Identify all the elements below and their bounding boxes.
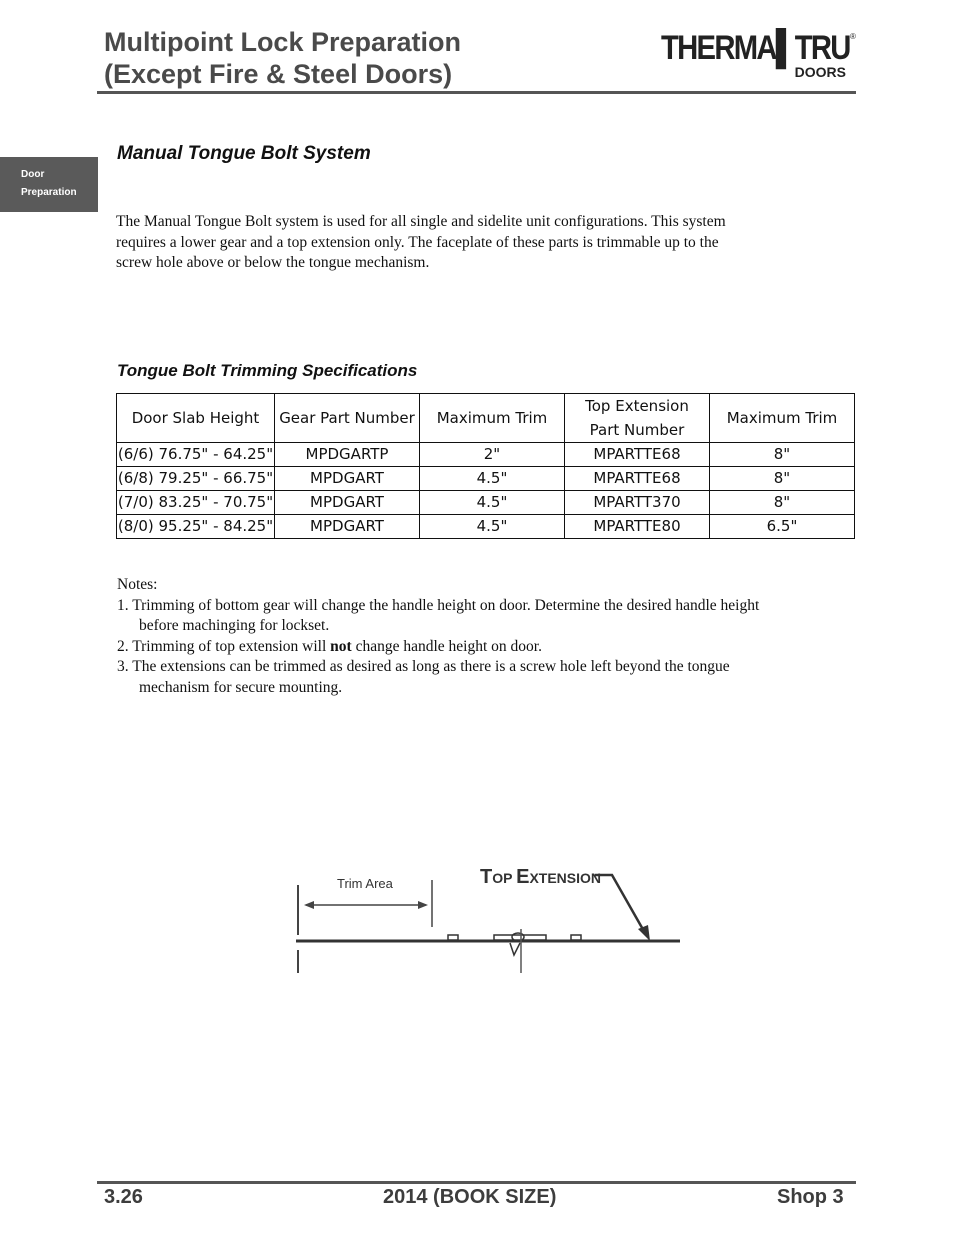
col-header-door-slab-height: Door Slab Height	[117, 394, 275, 443]
header-divider	[97, 91, 856, 94]
col-header-line: Part Number	[589, 421, 685, 439]
logo-wordmark: THERMA▌TRU	[661, 29, 850, 67]
section1-paragraph	[116, 212, 806, 274]
table-row	[117, 491, 855, 515]
col-header-line: Top Extension	[585, 397, 689, 415]
note-2-text-b: change handle height on door.	[351, 637, 542, 655]
footer-page-number: 3.26	[104, 1186, 143, 1208]
footer-edition: 2014 (BOOK SIZE)	[383, 1186, 557, 1208]
note-2	[117, 637, 837, 658]
tongue-mechanism	[494, 935, 546, 940]
table-cell: MPARTT370	[565, 491, 710, 515]
section-heading-manual-tongue-bolt: Manual Tongue Bolt System	[117, 143, 371, 164]
table-row	[117, 467, 855, 491]
paragraph-line: screw hole above or below the tongue mechanism.	[116, 254, 430, 271]
note-3-line2: mechanism for secure mounting.	[139, 678, 343, 696]
table-cell: MPARTTE80	[565, 515, 710, 539]
side-tab-line1: Door	[21, 169, 45, 180]
col-header-maximum-trim: Maximum Trim	[420, 394, 565, 443]
side-tab-door-preparation	[0, 157, 98, 212]
trimming-spec-table	[116, 393, 855, 539]
notes-block	[117, 575, 837, 698]
page-title	[104, 26, 461, 90]
side-tab-line2: Preparation	[21, 187, 77, 198]
table-cell: 8"	[710, 491, 855, 515]
screw-hole-marker	[571, 935, 581, 940]
logo-doors: DOORS	[794, 64, 846, 80]
table-cell: (7/0) 83.25" - 70.75"	[117, 491, 275, 515]
trim-area-arrowhead-right	[418, 901, 428, 909]
top-extension-label-part: OP	[492, 870, 517, 886]
col-header-gear-part-number: Gear Part Number	[275, 394, 420, 443]
page-title-line1: Multipoint Lock Preparation	[104, 27, 462, 57]
top-extension-leader	[595, 875, 645, 933]
table-cell: (6/8) 79.25" - 66.75"	[117, 467, 275, 491]
page-title-line2: (Except Fire & Steel Doors)	[104, 59, 453, 89]
top-extension-diagram	[290, 855, 690, 980]
table-cell: MPDGARTP	[275, 443, 420, 467]
table-cell: MPDGART	[275, 515, 420, 539]
table-cell: 2"	[420, 443, 565, 467]
top-extension-label	[480, 866, 601, 888]
table-cell: 4.5"	[420, 515, 565, 539]
paragraph-line: requires a lower gear and a top extension only. The faceplate of these parts is trimmable up to the	[116, 233, 719, 251]
top-extension-label-part: XTENSION	[529, 870, 602, 886]
footer-divider	[97, 1181, 856, 1184]
note-2-bold: not	[330, 637, 352, 655]
table-header-row	[117, 394, 855, 443]
note-1-line2: before machinging for lockset.	[139, 617, 330, 634]
table-cell: (8/0) 95.25" - 84.25"	[117, 515, 275, 539]
note-3-line1: 3. The extensions can be trimmed as desired as long as there is a screw hole left beyond the tongue	[117, 658, 730, 675]
table-cell: 8"	[710, 443, 855, 467]
table-cell: 4.5"	[420, 467, 565, 491]
notes-label: Notes:	[117, 576, 158, 593]
col-header-top-extension-part-number	[565, 394, 710, 443]
section-heading-trimming-specs: Tongue Bolt Trimming Specifications	[117, 361, 418, 380]
trim-area-label: Trim Area	[337, 876, 393, 891]
col-header-maximum-trim-ext: Maximum Trim	[710, 394, 855, 443]
therma-tru-logo	[661, 30, 857, 82]
table-cell: MPDGART	[275, 491, 420, 515]
top-extension-leader-arrowhead	[638, 925, 650, 941]
table-cell: 8"	[710, 467, 855, 491]
table-cell: MPDGART	[275, 467, 420, 491]
top-extension-label-E: E	[516, 866, 530, 888]
table-cell: 6.5"	[710, 515, 855, 539]
table-cell: MPARTTE68	[565, 443, 710, 467]
logo-registered-mark: ®	[850, 32, 856, 41]
screw-hole-marker	[448, 935, 458, 940]
top-extension-label-T: T	[480, 866, 493, 888]
table-row	[117, 443, 855, 467]
tongue-bolt	[510, 943, 520, 955]
trim-area-arrowhead-left	[304, 901, 314, 909]
note-2-text-a: 2. Trimming of top extension will	[117, 637, 331, 655]
table-cell: 4.5"	[420, 491, 565, 515]
table-cell: (6/6) 76.75" - 64.25"	[117, 443, 275, 467]
table-cell: MPARTTE68	[565, 467, 710, 491]
note-1-line1: 1. Trimming of bottom gear will change the handle height on door. Determine the desired handle height	[117, 596, 760, 614]
footer-shop: Shop 3	[777, 1186, 844, 1208]
table-row	[117, 515, 855, 539]
paragraph-line: The Manual Tongue Bolt system is used for all single and sidelite unit configurations. This system	[116, 213, 726, 230]
